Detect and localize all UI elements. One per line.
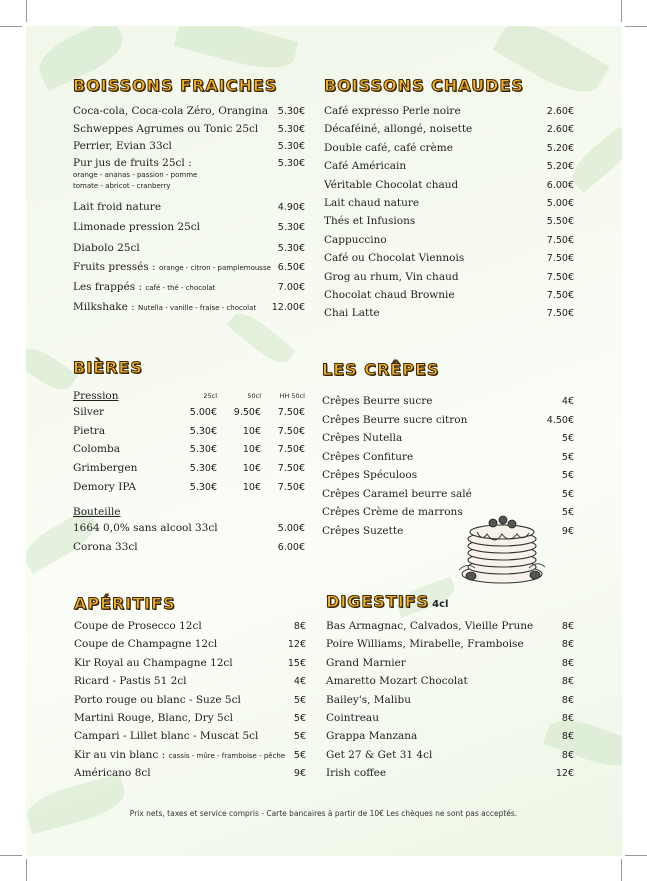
crop-mark bbox=[625, 26, 647, 27]
menu-item bbox=[73, 281, 305, 301]
item-price: 5€ bbox=[293, 749, 306, 761]
beer-name: Colomba bbox=[73, 443, 120, 456]
item-price: 4€ bbox=[293, 676, 306, 688]
price-25cl: 5.30€ bbox=[189, 482, 217, 494]
menu-item bbox=[324, 289, 574, 307]
bieres-list bbox=[73, 389, 305, 557]
item-price: 5€ bbox=[293, 712, 306, 724]
beer-name: Demory IPA bbox=[73, 481, 137, 494]
item-name: Crêpes Beurre sucre citron bbox=[322, 413, 468, 426]
menu-item bbox=[322, 451, 574, 470]
item-name: Double café, café crème bbox=[324, 141, 453, 154]
menu-item bbox=[322, 414, 574, 433]
col-header-hh: HH 50cl bbox=[279, 391, 305, 400]
leaf-decoration bbox=[26, 341, 78, 397]
beer-row bbox=[73, 459, 305, 478]
item-name: Thés et Infusions bbox=[324, 215, 416, 228]
crop-mark bbox=[26, 0, 27, 22]
item-name: Campari - Lillet blanc - Muscat 5cl bbox=[74, 730, 259, 743]
item-name: Crêpes Nutella bbox=[322, 432, 403, 444]
item-detail: cassis - mûre - framboise - pêche bbox=[168, 751, 286, 760]
item-price: 5€ bbox=[293, 731, 306, 743]
crop-mark bbox=[0, 855, 22, 856]
beer-row bbox=[73, 422, 305, 441]
item-name: Américano 8cl bbox=[74, 767, 151, 780]
item-price: 5€ bbox=[561, 507, 574, 518]
item-name: Bailey's, Malibu bbox=[326, 693, 411, 706]
price-hh: 7.50€ bbox=[277, 444, 305, 456]
menu-item bbox=[73, 157, 305, 201]
item-name: Ricard - Pastis 51 2cl bbox=[74, 675, 187, 688]
crop-mark bbox=[625, 855, 647, 856]
price-50cl: 10€ bbox=[242, 444, 261, 456]
bieres-title: BIÈRES bbox=[73, 358, 143, 377]
item-name: Chocolat chaud Brownie bbox=[324, 288, 455, 301]
beer-name: Grimbergen bbox=[73, 462, 138, 475]
menu-item bbox=[324, 160, 574, 178]
price-hh: 7.50€ bbox=[277, 463, 305, 475]
item-price: 5.30€ bbox=[277, 222, 305, 233]
boissons-fraiches-list bbox=[73, 105, 305, 321]
item-price: 5.20€ bbox=[546, 142, 574, 154]
item-price: 12.00€ bbox=[271, 302, 305, 313]
item-name: Kir au vin blanc : bbox=[74, 748, 166, 761]
item-price: 2.60€ bbox=[546, 124, 574, 136]
item-name: Lait froid nature bbox=[73, 201, 162, 213]
item-name: Amaretto Mozart Chocolat bbox=[326, 675, 468, 688]
item-name: Grand Marnier bbox=[326, 656, 406, 669]
menu-item bbox=[326, 767, 574, 785]
item-name: Porto rouge ou blanc - Suze 5cl bbox=[74, 693, 241, 706]
menu-item bbox=[73, 261, 305, 281]
menu-item bbox=[74, 749, 306, 767]
pancake-stack-illustration bbox=[457, 512, 547, 587]
item-price: 5€ bbox=[293, 694, 306, 706]
item-name: Crêpes Caramel beurre salé bbox=[322, 487, 472, 500]
item-name: Fruits pressés : bbox=[73, 261, 156, 273]
item-name: Chai Latte bbox=[324, 307, 380, 320]
item-name: Grappa Manzana bbox=[326, 730, 418, 743]
boissons-chaudes-list bbox=[324, 105, 574, 326]
menu-item bbox=[73, 140, 305, 157]
item-price: 12€ bbox=[287, 639, 306, 651]
menu-item bbox=[73, 221, 305, 242]
item-name: Bas Armagnac, Calvados, Vieille Prune bbox=[326, 620, 534, 632]
item-price: 8€ bbox=[561, 657, 574, 669]
item-price: 6.00€ bbox=[546, 179, 574, 191]
price-hh: 7.50€ bbox=[277, 406, 305, 418]
price-25cl: 5.30€ bbox=[189, 463, 217, 475]
item-price: 15€ bbox=[287, 657, 306, 669]
menu-item bbox=[74, 694, 306, 712]
price-25cl: 5.30€ bbox=[189, 444, 217, 456]
item-price: 7.50€ bbox=[546, 234, 574, 246]
menu-item bbox=[326, 730, 574, 748]
menu-item bbox=[74, 638, 306, 656]
item-price: 2.60€ bbox=[546, 106, 574, 117]
menu-item bbox=[324, 179, 574, 197]
crop-mark bbox=[0, 26, 22, 27]
item-price: 7.50€ bbox=[546, 308, 574, 320]
item-price: 12€ bbox=[555, 768, 574, 780]
menu-item bbox=[73, 201, 305, 221]
price-25cl: 5.30€ bbox=[189, 425, 217, 437]
item-name: Milkshake : bbox=[73, 301, 135, 313]
menu-item bbox=[73, 539, 305, 557]
menu-item bbox=[322, 432, 574, 451]
item-name: Kir Royal au Champagne 12cl bbox=[74, 656, 233, 669]
menu-item bbox=[324, 252, 574, 270]
item-price: 7.50€ bbox=[546, 253, 574, 265]
leaf-decoration bbox=[173, 26, 298, 77]
menu-item bbox=[326, 620, 574, 638]
item-name: Coupe de Prosecco 12cl bbox=[74, 620, 202, 632]
price-25cl: 5.00€ bbox=[189, 406, 217, 418]
beer-name: Silver bbox=[73, 405, 105, 418]
item-name: Café ou Chocolat Viennois bbox=[324, 252, 465, 265]
col-header-25cl: 25cl bbox=[203, 391, 217, 400]
menu-item bbox=[73, 123, 305, 140]
menu-item bbox=[73, 242, 305, 261]
item-price: 9€ bbox=[561, 525, 574, 537]
item-name: Schweppes Agrumes ou Tonic 25cl bbox=[73, 123, 259, 135]
digestifs-list bbox=[326, 620, 574, 786]
beer-row bbox=[73, 403, 305, 422]
menu-item bbox=[74, 730, 306, 748]
item-price: 8€ bbox=[561, 712, 574, 724]
crop-mark bbox=[26, 859, 27, 881]
item-detail: Nutella - vanille - fraise - chocolat bbox=[138, 304, 257, 312]
item-price: 5.00€ bbox=[546, 197, 574, 209]
item-name: Cointreau bbox=[326, 711, 379, 724]
aperitifs-list bbox=[74, 620, 306, 786]
menu-item bbox=[326, 657, 574, 675]
menu-item bbox=[326, 694, 574, 712]
digestifs-title-suffix: 4cl bbox=[432, 599, 449, 610]
item-name: Crêpes Spéculoos bbox=[322, 469, 418, 481]
footer-note: Prix nets, taxes et service compris - Carte bancaires à partir de 10€ Les chèques ne sont pas acceptés. bbox=[129, 809, 518, 818]
pression-label: Pression bbox=[73, 389, 119, 402]
item-price: 5.30€ bbox=[277, 158, 305, 169]
beer-row bbox=[73, 441, 305, 460]
item-price: 7.50€ bbox=[546, 271, 574, 283]
crepes-title: LES CRÊPES bbox=[322, 360, 440, 379]
menu-item bbox=[326, 712, 574, 730]
boissons-fraiches-title: BOISSONS FRAICHES bbox=[73, 76, 278, 95]
menu-item bbox=[74, 675, 306, 693]
item-price: 5.30€ bbox=[277, 106, 305, 117]
item-name: Diabolo 25cl bbox=[73, 242, 140, 254]
item-name: Limonade pression 25cl bbox=[73, 221, 201, 233]
item-detail: orange - citron - pamplemousse bbox=[158, 264, 271, 272]
menu-item bbox=[324, 234, 574, 252]
item-name: Cappuccino bbox=[324, 233, 387, 246]
bouteille-label: Bouteille bbox=[73, 505, 121, 518]
item-price: 5.20€ bbox=[546, 161, 574, 173]
item-price: 4.50€ bbox=[546, 414, 574, 426]
menu-item bbox=[326, 638, 574, 656]
price-hh: 7.50€ bbox=[277, 425, 305, 437]
item-name: Décaféiné, allongé, noisette bbox=[324, 123, 473, 136]
digestifs-title bbox=[326, 592, 448, 611]
item-name: Coupe de Champagne 12cl bbox=[74, 638, 218, 651]
item-name: Poire Williams, Mirabelle, Framboise bbox=[326, 638, 524, 651]
item-price: 8€ bbox=[561, 621, 574, 632]
item-price: 8€ bbox=[293, 621, 306, 632]
menu-item bbox=[324, 197, 574, 215]
item-price: 6.00€ bbox=[277, 542, 305, 554]
digestifs-title-text: DIGESTIFS bbox=[326, 592, 430, 611]
item-detail: orange - ananas - passion - pomme tomate - abricot - cranberry bbox=[73, 171, 198, 190]
item-name: Pur jus de fruits 25cl : bbox=[73, 157, 192, 169]
menu-item bbox=[322, 488, 574, 507]
menu-item bbox=[73, 301, 305, 321]
item-price: 5€ bbox=[561, 488, 574, 500]
item-name: Irish coffee bbox=[326, 767, 387, 780]
menu-item bbox=[73, 105, 305, 123]
item-price: 8€ bbox=[561, 694, 574, 706]
menu-item bbox=[326, 749, 574, 767]
item-name: Coca-cola, Coca-cola Zéro, Orangina bbox=[73, 105, 269, 117]
item-price: 5.30€ bbox=[277, 243, 305, 254]
item-name: Café expresso Perle noire bbox=[324, 105, 461, 117]
menu-item bbox=[324, 215, 574, 233]
menu-item bbox=[324, 307, 574, 325]
price-50cl: 10€ bbox=[242, 463, 261, 475]
crop-mark bbox=[621, 0, 622, 22]
menu-item bbox=[74, 657, 306, 675]
item-price: 4.90€ bbox=[277, 202, 305, 213]
item-name: Corona 33cl bbox=[73, 541, 138, 554]
item-detail: café - thé - chocolat bbox=[145, 284, 216, 292]
item-price: 8€ bbox=[561, 676, 574, 688]
item-name: 1664 0,0% sans alcool 33cl bbox=[73, 522, 218, 535]
menu-item bbox=[326, 675, 574, 693]
item-price: 5.30€ bbox=[277, 141, 305, 152]
menu-item bbox=[73, 519, 305, 539]
menu-item bbox=[322, 395, 574, 414]
item-name: Crêpes Suzette bbox=[322, 524, 404, 537]
item-price: 5€ bbox=[561, 433, 574, 444]
beer-header-row bbox=[73, 389, 305, 403]
item-price: 5.30€ bbox=[277, 124, 305, 135]
item-price: 5€ bbox=[561, 451, 574, 463]
item-price: 5.00€ bbox=[277, 523, 305, 535]
item-price: 7.50€ bbox=[546, 289, 574, 301]
item-price: 8€ bbox=[561, 749, 574, 761]
menu-item bbox=[322, 469, 574, 488]
menu-item bbox=[324, 105, 574, 123]
price-hh: 7.50€ bbox=[277, 482, 305, 494]
item-price: 8€ bbox=[561, 731, 574, 743]
boissons-chaudes-title: BOISSONS CHAUDES bbox=[324, 76, 524, 95]
item-name: Café Américain bbox=[324, 160, 407, 173]
menu-item bbox=[74, 767, 306, 785]
item-price: 5€ bbox=[561, 470, 574, 481]
item-name: Lait chaud nature bbox=[324, 196, 420, 209]
item-name: Perrier, Evian 33cl bbox=[73, 140, 172, 152]
menu-item bbox=[74, 712, 306, 730]
beer-name: Pietra bbox=[73, 424, 106, 437]
price-50cl: 10€ bbox=[242, 482, 261, 494]
item-name: Get 27 & Get 31 4cl bbox=[326, 748, 433, 761]
item-price: 7.00€ bbox=[277, 282, 305, 293]
crop-mark bbox=[621, 859, 622, 881]
item-price: 8€ bbox=[561, 639, 574, 651]
item-name: Martini Rouge, Blanc, Dry 5cl bbox=[74, 711, 233, 724]
menu-item bbox=[324, 271, 574, 289]
item-name: Crêpes Confiture bbox=[322, 450, 414, 463]
item-price: 6.50€ bbox=[277, 262, 305, 273]
menu-item bbox=[324, 123, 574, 141]
bouteille-label-row bbox=[73, 497, 305, 519]
item-price: 5.50€ bbox=[546, 216, 574, 228]
price-50cl: 10€ bbox=[242, 425, 261, 437]
col-header-50cl: 50cl bbox=[247, 391, 261, 400]
item-name: Crêpes Beurre sucre bbox=[322, 395, 433, 407]
item-price: 4€ bbox=[561, 396, 574, 407]
aperitifs-title: APÉRITIFS bbox=[74, 594, 176, 613]
item-name: Les frappés : bbox=[73, 281, 142, 293]
menu-item bbox=[74, 620, 306, 638]
item-price: 9€ bbox=[293, 768, 306, 780]
item-name: Grog au rhum, Vin chaud bbox=[324, 270, 459, 283]
item-name: Véritable Chocolat chaud bbox=[324, 178, 459, 191]
beer-row bbox=[73, 478, 305, 497]
item-name: Crêpes Crème de marrons bbox=[322, 506, 463, 518]
menu-item bbox=[324, 142, 574, 160]
price-50cl: 9.50€ bbox=[233, 406, 261, 418]
